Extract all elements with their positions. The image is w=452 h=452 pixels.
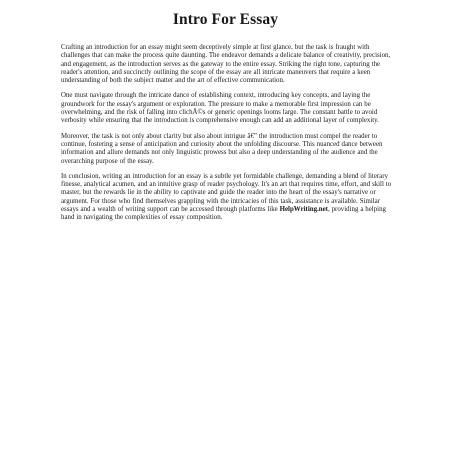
paragraph-3: Moreover, the task is not only about clarity but also about intrigue â€” the introduction must compel the reader to continue, fostering a sense of anticipation and curiosity about the unfolding discourse. This nuanced dance between information and allure demands not only linguistic prowess but also a deep understanding of the audience and the overarching purpose of the essay. [61,132,383,165]
paragraph-2: One must navigate through the intricate dance of establishing context, introducing key concepts, and laying the groundwork for the essay's argument or exploration. The pressure to make a memorable first impression can be overwhelming, and the risk of falling into clichÃ©s or generic openings looms large. The constant battle to avoid verbosity while ensuring that the introduction is comprehensive enough can add an additional layer of complexity. [61,92,379,125]
paragraph-4 [61,173,395,223]
paragraph-4-text: In conclusion, writing an introduction for an essay is a subtle yet formidable challenge, demanding a blend of literary finesse, analytical acumen, and an intuitive grasp of reader psychology. It's an art that requires time, effort, and skill to master, but the rewards lie in the ability to captivate and guide the reader into the heart of the essay's narrative or argument. For those who find themselves grappling with the intricacies of this task, assistance is available. Similar essays and a wealth of writing support can be accessed through platforms like [61,172,392,214]
document-title: Intro For Essay [172,11,279,28]
document-page [61,10,395,230]
paragraph-4-tail: , providing a helping hand in navigating the complexities of essay composition. [61,206,386,222]
document-body [61,44,395,223]
helpwriting-link: HelpWriting.net [279,206,328,214]
paragraph-1: Crafting an introduction for an essay might seem deceptively simple at first glance, but the task is fraught with challenges that can make the process quite daunting. The endeavor demands a delicate balance of creativity, precision, and engagement, as the introduction serves as the gateway to the entire essay. Striking the right tone, capturing the reader's attention, and succinctly outlining the scope of the essay are all intricate maneuvers that require a keen understanding of both the subject matter and the art of effective communication. [61,44,391,85]
